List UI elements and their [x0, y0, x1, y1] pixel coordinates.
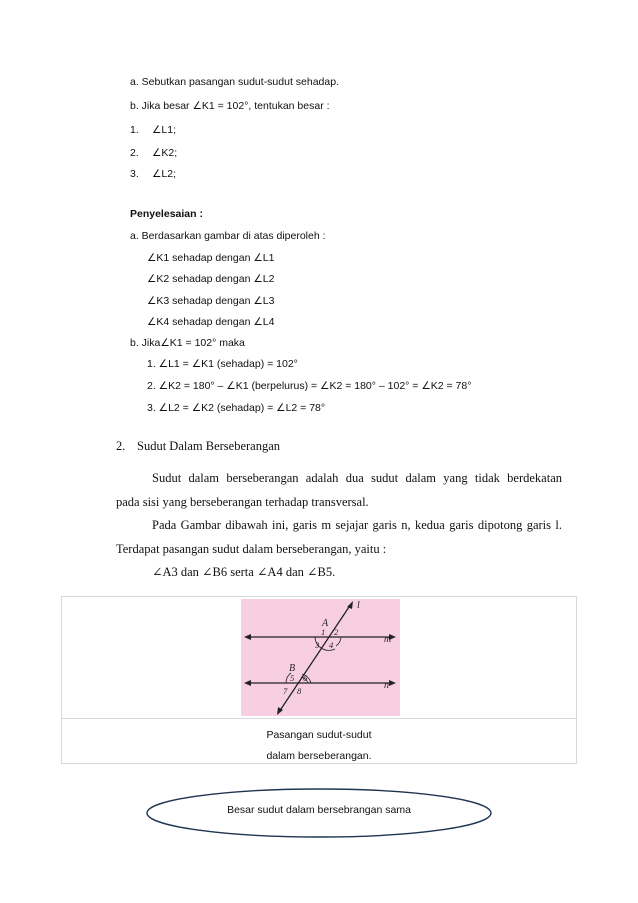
question-a: a. Sebutkan pasangan sudut-sudut sehadap.	[130, 76, 339, 88]
section-number: 2.	[116, 439, 126, 453]
question-item-text-2: ∠K2;	[152, 147, 178, 159]
diagram-background	[241, 599, 400, 716]
solution-b-line-2: 2. ∠K2 = 180° – ∠K1 (berpelurus) = ∠K2 = 180° – 102° = ∠K2 = 78°	[147, 380, 472, 392]
paragraph-1-line-2: pada sisi yang berseberangan terhadap transversal.	[116, 495, 369, 509]
solution-a-intro: a. Berdasarkan gambar di atas diperoleh :	[130, 230, 326, 242]
solution-b-line-3: 3. ∠L2 = ∠K2 (sehadap) = ∠L2 = 78°	[147, 402, 326, 414]
solution-a-line-2: ∠K2 sehadap dengan ∠L2	[147, 273, 275, 285]
callout-text: Besar sudut dalam bersebrangan sama	[227, 804, 411, 816]
label-angle-1: 1	[321, 627, 326, 637]
question-item-num-2: 2.	[130, 147, 139, 159]
label-l: l	[357, 600, 360, 611]
question-b: b. Jika besar ∠K1 = 102°, tentukan besar :	[130, 100, 330, 112]
question-item-text-3: ∠L2;	[152, 168, 177, 180]
label-angle-6: 6	[303, 673, 308, 683]
question-item-num-1: 1.	[130, 124, 139, 136]
section-title: Sudut Dalam Berseberangan	[137, 439, 281, 453]
label-angle-5: 5	[290, 673, 295, 683]
label-angle-2: 2	[334, 627, 339, 637]
label-B: B	[289, 663, 296, 674]
solution-a-line-1: ∠K1 sehadap dengan ∠L1	[147, 252, 275, 264]
solution-a-line-3: ∠K3 sehadap dengan ∠L3	[147, 295, 275, 307]
angle-pairs: ∠A3 dan ∠B6 serta ∠A4 dan ∠B5.	[152, 565, 336, 579]
label-angle-4: 4	[329, 640, 334, 650]
question-item-num-3: 3.	[130, 168, 139, 180]
parallel-lines-diagram	[241, 599, 400, 716]
label-n: n	[384, 680, 389, 691]
label-angle-7: 7	[283, 686, 288, 696]
paragraph-1-line-1: Sudut dalam berseberangan adalah dua sudut dalam yang tidak berdekatan	[152, 471, 562, 485]
label-A: A	[322, 618, 329, 629]
label-m: m	[384, 634, 392, 645]
paragraph-2-line-2: Terdapat pasangan sudut dalam berseberangan, yaitu :	[116, 542, 387, 556]
label-angle-8: 8	[297, 686, 302, 696]
paragraph-2-line-1: Pada Gambar dibawah ini, garis m sejajar garis n, kedua garis dipotong garis l.	[152, 518, 562, 532]
figure-divider	[62, 718, 576, 719]
figure-caption-line-1: Pasangan sudut-sudut	[266, 729, 372, 741]
figure-caption-line-2: dalam berseberangan.	[266, 750, 372, 762]
label-angle-3: 3	[315, 640, 320, 650]
question-item-text-1: ∠L1;	[152, 124, 177, 136]
solution-a-line-4: ∠K4 sehadap dengan ∠L4	[147, 316, 275, 328]
solution-b-line-1: 1. ∠L1 = ∠K1 (sehadap) = 102°	[147, 358, 298, 370]
figure-table	[61, 596, 577, 764]
solution-heading: Penyelesaian :	[130, 208, 203, 220]
solution-b-intro: b. Jika∠K1 = 102° maka	[130, 337, 245, 349]
